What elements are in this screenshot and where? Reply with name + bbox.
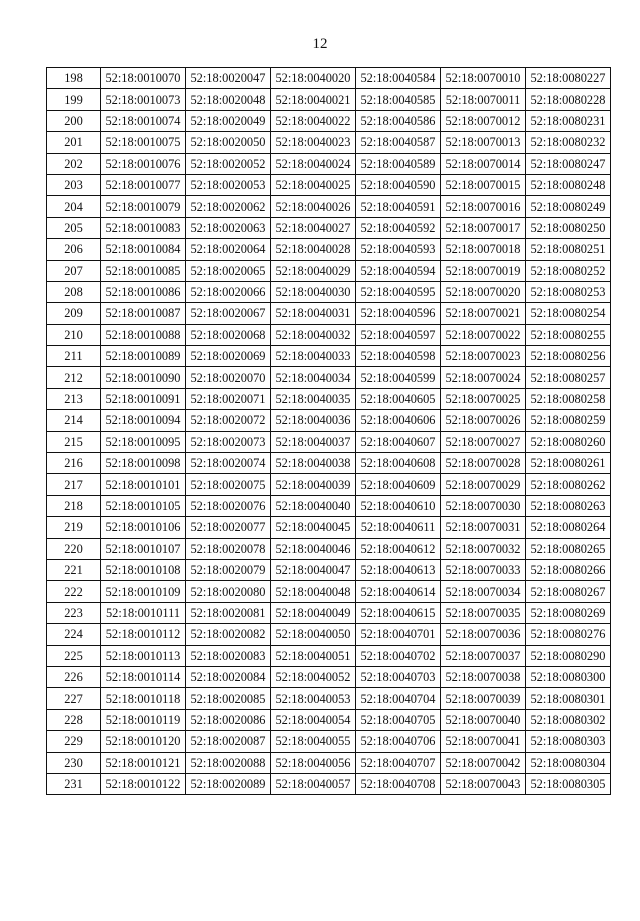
row-number-cell: 226: [47, 666, 101, 687]
cadastral-number-cell: 52:18:0020050: [186, 132, 271, 153]
cadastral-number-cell: 52:18:0020089: [186, 773, 271, 794]
cadastral-number-cell: 52:18:0070025: [441, 388, 526, 409]
row-number-cell: 213: [47, 388, 101, 409]
table-row: [47, 624, 611, 645]
table-row: [47, 602, 611, 623]
cadastral-number-cell: 52:18:0070013: [441, 132, 526, 153]
cadastral-number-cell: 52:18:0010106: [101, 517, 186, 538]
cadastral-number-cell: 52:18:0080227: [526, 68, 611, 89]
cadastral-number-cell: 52:18:0010122: [101, 773, 186, 794]
cadastral-number-cell: 52:18:0020080: [186, 581, 271, 602]
cadastral-number-cell: 52:18:0020052: [186, 153, 271, 174]
cadastral-number-cell: 52:18:0080247: [526, 153, 611, 174]
cadastral-number-cell: 52:18:0070019: [441, 260, 526, 281]
cadastral-number-cell: 52:18:0070027: [441, 431, 526, 452]
cadastral-number-cell: 52:18:0040606: [356, 410, 441, 431]
cadastral-number-cell: 52:18:0020049: [186, 110, 271, 131]
row-number-cell: 200: [47, 110, 101, 131]
cadastral-number-cell: 52:18:0020073: [186, 431, 271, 452]
cadastral-number-cell: 52:18:0040028: [271, 239, 356, 260]
cadastral-number-cell: 52:18:0070018: [441, 239, 526, 260]
cadastral-number-cell: 52:18:0080250: [526, 217, 611, 238]
cadastral-number-cell: 52:18:0010098: [101, 453, 186, 474]
row-number-cell: 204: [47, 196, 101, 217]
table-row: [47, 346, 611, 367]
row-number-cell: 231: [47, 773, 101, 794]
table-row: [47, 89, 611, 110]
cadastral-number-cell: 52:18:0040020: [271, 68, 356, 89]
cadastral-number-cell: 52:18:0040053: [271, 688, 356, 709]
cadastral-number-cell: 52:18:0020067: [186, 303, 271, 324]
cadastral-number-cell: 52:18:0040615: [356, 602, 441, 623]
row-number-cell: 220: [47, 538, 101, 559]
cadastral-number-cell: 52:18:0040609: [356, 474, 441, 495]
cadastral-number-cell: 52:18:0040033: [271, 346, 356, 367]
cadastral-number-cell: 52:18:0080251: [526, 239, 611, 260]
row-number-cell: 207: [47, 260, 101, 281]
cadastral-number-cell: 52:18:0070040: [441, 709, 526, 730]
cadastral-number-cell: 52:18:0070035: [441, 602, 526, 623]
cadastral-number-cell: 52:18:0010088: [101, 324, 186, 345]
table-row: [47, 538, 611, 559]
row-number-cell: 203: [47, 174, 101, 195]
cadastral-number-cell: 52:18:0070026: [441, 410, 526, 431]
row-number-cell: 212: [47, 367, 101, 388]
cadastral-number-cell: 52:18:0080249: [526, 196, 611, 217]
cadastral-number-cell: 52:18:0020064: [186, 239, 271, 260]
cadastral-quarters-table: [46, 67, 611, 795]
cadastral-number-cell: 52:18:0070041: [441, 731, 526, 752]
table-row: [47, 388, 611, 409]
cadastral-number-cell: 52:18:0010119: [101, 709, 186, 730]
cadastral-number-cell: 52:18:0040039: [271, 474, 356, 495]
cadastral-number-cell: 52:18:0010079: [101, 196, 186, 217]
cadastral-number-cell: 52:18:0020072: [186, 410, 271, 431]
cadastral-number-cell: 52:18:0010114: [101, 666, 186, 687]
cadastral-number-cell: 52:18:0010109: [101, 581, 186, 602]
cadastral-number-cell: 52:18:0070021: [441, 303, 526, 324]
cadastral-number-cell: 52:18:0080228: [526, 89, 611, 110]
cadastral-number-cell: 52:18:0080304: [526, 752, 611, 773]
cadastral-number-cell: 52:18:0070036: [441, 624, 526, 645]
cadastral-number-cell: 52:18:0020065: [186, 260, 271, 281]
cadastral-number-cell: 52:18:0080290: [526, 645, 611, 666]
cadastral-number-cell: 52:18:0040026: [271, 196, 356, 217]
table-row: [47, 303, 611, 324]
cadastral-number-cell: 52:18:0080253: [526, 281, 611, 302]
row-number-cell: 216: [47, 453, 101, 474]
cadastral-number-cell: 52:18:0040023: [271, 132, 356, 153]
cadastral-number-cell: 52:18:0070014: [441, 153, 526, 174]
cadastral-number-cell: 52:18:0080305: [526, 773, 611, 794]
cadastral-number-cell: 52:18:0080248: [526, 174, 611, 195]
cadastral-number-cell: 52:18:0040702: [356, 645, 441, 666]
cadastral-number-cell: 52:18:0040607: [356, 431, 441, 452]
cadastral-number-cell: 52:18:0040051: [271, 645, 356, 666]
cadastral-number-cell: 52:18:0070030: [441, 495, 526, 516]
cadastral-number-cell: 52:18:0020086: [186, 709, 271, 730]
cadastral-number-cell: 52:18:0040608: [356, 453, 441, 474]
cadastral-number-cell: 52:18:0010108: [101, 559, 186, 580]
cadastral-number-cell: 52:18:0040031: [271, 303, 356, 324]
cadastral-number-cell: 52:18:0040591: [356, 196, 441, 217]
cadastral-number-cell: 52:18:0020076: [186, 495, 271, 516]
cadastral-number-cell: 52:18:0010074: [101, 110, 186, 131]
cadastral-number-cell: 52:18:0040598: [356, 346, 441, 367]
cadastral-number-cell: 52:18:0040586: [356, 110, 441, 131]
cadastral-number-cell: 52:18:0040705: [356, 709, 441, 730]
cadastral-number-cell: 52:18:0040049: [271, 602, 356, 623]
cadastral-number-cell: 52:18:0070015: [441, 174, 526, 195]
cadastral-number-cell: 52:18:0020078: [186, 538, 271, 559]
table-row: [47, 453, 611, 474]
row-number-cell: 225: [47, 645, 101, 666]
cadastral-number-cell: 52:18:0080301: [526, 688, 611, 709]
cadastral-number-cell: 52:18:0040040: [271, 495, 356, 516]
cadastral-number-cell: 52:18:0010091: [101, 388, 186, 409]
cadastral-number-cell: 52:18:0020085: [186, 688, 271, 709]
cadastral-number-cell: 52:18:0070042: [441, 752, 526, 773]
table-row: [47, 645, 611, 666]
row-number-cell: 198: [47, 68, 101, 89]
cadastral-number-cell: 52:18:0040706: [356, 731, 441, 752]
cadastral-number-cell: 52:18:0020053: [186, 174, 271, 195]
cadastral-number-cell: 52:18:0040052: [271, 666, 356, 687]
table-row: [47, 752, 611, 773]
table-row: [47, 110, 611, 131]
cadastral-number-cell: 52:18:0010085: [101, 260, 186, 281]
cadastral-number-cell: 52:18:0040054: [271, 709, 356, 730]
cadastral-number-cell: 52:18:0010076: [101, 153, 186, 174]
cadastral-number-cell: 52:18:0020062: [186, 196, 271, 217]
cadastral-number-cell: 52:18:0070016: [441, 196, 526, 217]
cadastral-number-cell: 52:18:0040701: [356, 624, 441, 645]
cadastral-number-cell: 52:18:0080258: [526, 388, 611, 409]
cadastral-number-cell: 52:18:0040595: [356, 281, 441, 302]
table-row: [47, 495, 611, 516]
cadastral-number-cell: 52:18:0040590: [356, 174, 441, 195]
cadastral-number-cell: 52:18:0070010: [441, 68, 526, 89]
cadastral-number-cell: 52:18:0040048: [271, 581, 356, 602]
table-row: [47, 239, 611, 260]
table-row: [47, 153, 611, 174]
cadastral-number-cell: 52:18:0040612: [356, 538, 441, 559]
row-number-cell: 224: [47, 624, 101, 645]
cadastral-number-cell: 52:18:0040707: [356, 752, 441, 773]
cadastral-number-cell: 52:18:0080265: [526, 538, 611, 559]
cadastral-number-cell: 52:18:0010086: [101, 281, 186, 302]
cadastral-number-cell: 52:18:0070012: [441, 110, 526, 131]
cadastral-number-cell: 52:18:0040055: [271, 731, 356, 752]
row-number-cell: 221: [47, 559, 101, 580]
cadastral-number-cell: 52:18:0040585: [356, 89, 441, 110]
cadastral-number-cell: 52:18:0040587: [356, 132, 441, 153]
row-number-cell: 210: [47, 324, 101, 345]
cadastral-number-cell: 52:18:0040613: [356, 559, 441, 580]
cadastral-number-cell: 52:18:0070037: [441, 645, 526, 666]
row-number-cell: 199: [47, 89, 101, 110]
table-row: [47, 260, 611, 281]
table-row: [47, 581, 611, 602]
cadastral-number-cell: 52:18:0070023: [441, 346, 526, 367]
cadastral-number-cell: 52:18:0010084: [101, 239, 186, 260]
cadastral-number-cell: 52:18:0070031: [441, 517, 526, 538]
cadastral-number-cell: 52:18:0010073: [101, 89, 186, 110]
cadastral-number-cell: 52:18:0020083: [186, 645, 271, 666]
table-row: [47, 559, 611, 580]
cadastral-number-cell: 52:18:0040034: [271, 367, 356, 388]
cadastral-number-cell: 52:18:0020079: [186, 559, 271, 580]
cadastral-number-cell: 52:18:0040599: [356, 367, 441, 388]
cadastral-number-cell: 52:18:0040594: [356, 260, 441, 281]
row-number-cell: 217: [47, 474, 101, 495]
cadastral-number-cell: 52:18:0020066: [186, 281, 271, 302]
cadastral-number-cell: 52:18:0040592: [356, 217, 441, 238]
row-number-cell: 202: [47, 153, 101, 174]
cadastral-number-cell: 52:18:0040024: [271, 153, 356, 174]
cadastral-number-cell: 52:18:0040032: [271, 324, 356, 345]
cadastral-number-cell: 52:18:0020063: [186, 217, 271, 238]
table-row: [47, 666, 611, 687]
cadastral-number-cell: 52:18:0040704: [356, 688, 441, 709]
cadastral-number-cell: 52:18:0080302: [526, 709, 611, 730]
cadastral-number-cell: 52:18:0040584: [356, 68, 441, 89]
cadastral-number-cell: 52:18:0010070: [101, 68, 186, 89]
table-row: [47, 367, 611, 388]
row-number-cell: 219: [47, 517, 101, 538]
cadastral-number-cell: 52:18:0010077: [101, 174, 186, 195]
cadastral-number-cell: 52:18:0080267: [526, 581, 611, 602]
cadastral-number-cell: 52:18:0010075: [101, 132, 186, 153]
cadastral-number-cell: 52:18:0080256: [526, 346, 611, 367]
cadastral-number-cell: 52:18:0040056: [271, 752, 356, 773]
cadastral-number-cell: 52:18:0080231: [526, 110, 611, 131]
cadastral-number-cell: 52:18:0040035: [271, 388, 356, 409]
cadastral-number-cell: 52:18:0080263: [526, 495, 611, 516]
row-number-cell: 208: [47, 281, 101, 302]
cadastral-number-cell: 52:18:0080269: [526, 602, 611, 623]
cadastral-number-cell: 52:18:0070029: [441, 474, 526, 495]
cadastral-number-cell: 52:18:0080259: [526, 410, 611, 431]
cadastral-number-cell: 52:18:0010111: [101, 602, 186, 623]
cadastral-number-cell: 52:18:0010113: [101, 645, 186, 666]
row-number-cell: 223: [47, 602, 101, 623]
cadastral-number-cell: 52:18:0070043: [441, 773, 526, 794]
cadastral-number-cell: 52:18:0070011: [441, 89, 526, 110]
cadastral-number-cell: 52:18:0010083: [101, 217, 186, 238]
table-row: [47, 174, 611, 195]
cadastral-number-cell: 52:18:0040589: [356, 153, 441, 174]
cadastral-number-cell: 52:18:0070038: [441, 666, 526, 687]
row-number-cell: 206: [47, 239, 101, 260]
cadastral-number-cell: 52:18:0020068: [186, 324, 271, 345]
cadastral-number-cell: 52:18:0070024: [441, 367, 526, 388]
cadastral-number-cell: 52:18:0080300: [526, 666, 611, 687]
cadastral-number-cell: 52:18:0010118: [101, 688, 186, 709]
cadastral-number-cell: 52:18:0040605: [356, 388, 441, 409]
cadastral-number-cell: 52:18:0020048: [186, 89, 271, 110]
cadastral-number-cell: 52:18:0080260: [526, 431, 611, 452]
cadastral-number-cell: 52:18:0020075: [186, 474, 271, 495]
cadastral-number-cell: 52:18:0040597: [356, 324, 441, 345]
cadastral-number-cell: 52:18:0010095: [101, 431, 186, 452]
table-row: [47, 431, 611, 452]
cadastral-number-cell: 52:18:0040037: [271, 431, 356, 452]
cadastral-number-cell: 52:18:0080255: [526, 324, 611, 345]
cadastral-number-cell: 52:18:0070039: [441, 688, 526, 709]
cadastral-number-cell: 52:18:0070033: [441, 559, 526, 580]
cadastral-number-cell: 52:18:0040029: [271, 260, 356, 281]
page-number: 12: [312, 36, 328, 52]
table-row: [47, 68, 611, 89]
cadastral-number-cell: 52:18:0040610: [356, 495, 441, 516]
cadastral-number-cell: 52:18:0010094: [101, 410, 186, 431]
table-body: [47, 68, 611, 795]
table-row: [47, 688, 611, 709]
table-row: [47, 217, 611, 238]
cadastral-number-cell: 52:18:0080264: [526, 517, 611, 538]
table-row: [47, 474, 611, 495]
cadastral-number-cell: 52:18:0040021: [271, 89, 356, 110]
table-row: [47, 281, 611, 302]
cadastral-number-cell: 52:18:0010121: [101, 752, 186, 773]
row-number-cell: 229: [47, 731, 101, 752]
cadastral-number-cell: 52:18:0020084: [186, 666, 271, 687]
cadastral-number-cell: 52:18:0040050: [271, 624, 356, 645]
cadastral-number-cell: 52:18:0040708: [356, 773, 441, 794]
cadastral-number-cell: 52:18:0010107: [101, 538, 186, 559]
cadastral-number-cell: 52:18:0040038: [271, 453, 356, 474]
row-number-cell: 215: [47, 431, 101, 452]
cadastral-number-cell: 52:18:0010112: [101, 624, 186, 645]
cadastral-number-cell: 52:18:0070020: [441, 281, 526, 302]
cadastral-number-cell: 52:18:0020069: [186, 346, 271, 367]
cadastral-number-cell: 52:18:0020047: [186, 68, 271, 89]
cadastral-number-cell: 52:18:0070028: [441, 453, 526, 474]
cadastral-number-cell: 52:18:0040036: [271, 410, 356, 431]
cadastral-number-cell: 52:18:0010087: [101, 303, 186, 324]
cadastral-number-cell: 52:18:0010101: [101, 474, 186, 495]
cadastral-number-cell: 52:18:0040703: [356, 666, 441, 687]
cadastral-number-cell: 52:18:0070034: [441, 581, 526, 602]
cadastral-number-cell: 52:18:0080261: [526, 453, 611, 474]
cadastral-number-cell: 52:18:0020082: [186, 624, 271, 645]
cadastral-number-cell: 52:18:0080257: [526, 367, 611, 388]
cadastral-number-cell: 52:18:0070022: [441, 324, 526, 345]
cadastral-number-cell: 52:18:0040593: [356, 239, 441, 260]
cadastral-number-cell: 52:18:0080252: [526, 260, 611, 281]
table-row: [47, 196, 611, 217]
table-row: [47, 324, 611, 345]
cadastral-number-cell: 52:18:0020081: [186, 602, 271, 623]
table-row: [47, 132, 611, 153]
row-number-cell: 201: [47, 132, 101, 153]
cadastral-number-cell: 52:18:0080303: [526, 731, 611, 752]
cadastral-number-cell: 52:18:0070032: [441, 538, 526, 559]
table-row: [47, 709, 611, 730]
cadastral-number-cell: 52:18:0070017: [441, 217, 526, 238]
row-number-cell: 205: [47, 217, 101, 238]
cadastral-number-cell: 52:18:0040027: [271, 217, 356, 238]
row-number-cell: 227: [47, 688, 101, 709]
row-number-cell: 209: [47, 303, 101, 324]
cadastral-number-cell: 52:18:0040025: [271, 174, 356, 195]
cadastral-number-cell: 52:18:0010105: [101, 495, 186, 516]
cadastral-number-cell: 52:18:0040057: [271, 773, 356, 794]
cadastral-number-cell: 52:18:0080232: [526, 132, 611, 153]
cadastral-number-cell: 52:18:0080254: [526, 303, 611, 324]
cadastral-number-cell: 52:18:0020087: [186, 731, 271, 752]
cadastral-number-cell: 52:18:0020088: [186, 752, 271, 773]
table-row: [47, 517, 611, 538]
cadastral-number-cell: 52:18:0080266: [526, 559, 611, 580]
table-row: [47, 773, 611, 794]
cadastral-number-cell: 52:18:0040596: [356, 303, 441, 324]
cadastral-number-cell: 52:18:0080276: [526, 624, 611, 645]
cadastral-number-cell: 52:18:0040614: [356, 581, 441, 602]
table-row: [47, 731, 611, 752]
cadastral-number-cell: 52:18:0010089: [101, 346, 186, 367]
table-row: [47, 410, 611, 431]
cadastral-number-cell: 52:18:0020077: [186, 517, 271, 538]
cadastral-number-cell: 52:18:0010120: [101, 731, 186, 752]
cadastral-number-cell: 52:18:0040045: [271, 517, 356, 538]
row-number-cell: 218: [47, 495, 101, 516]
cadastral-number-cell: 52:18:0020074: [186, 453, 271, 474]
cadastral-number-cell: 52:18:0040046: [271, 538, 356, 559]
row-number-cell: 228: [47, 709, 101, 730]
row-number-cell: 214: [47, 410, 101, 431]
row-number-cell: 211: [47, 346, 101, 367]
cadastral-number-cell: 52:18:0080262: [526, 474, 611, 495]
row-number-cell: 222: [47, 581, 101, 602]
cadastral-number-cell: 52:18:0040611: [356, 517, 441, 538]
cadastral-number-cell: 52:18:0020070: [186, 367, 271, 388]
cadastral-number-cell: 52:18:0040047: [271, 559, 356, 580]
cadastral-number-cell: 52:18:0020071: [186, 388, 271, 409]
cadastral-number-cell: 52:18:0040030: [271, 281, 356, 302]
cadastral-number-cell: 52:18:0010090: [101, 367, 186, 388]
cadastral-number-cell: 52:18:0040022: [271, 110, 356, 131]
row-number-cell: 230: [47, 752, 101, 773]
